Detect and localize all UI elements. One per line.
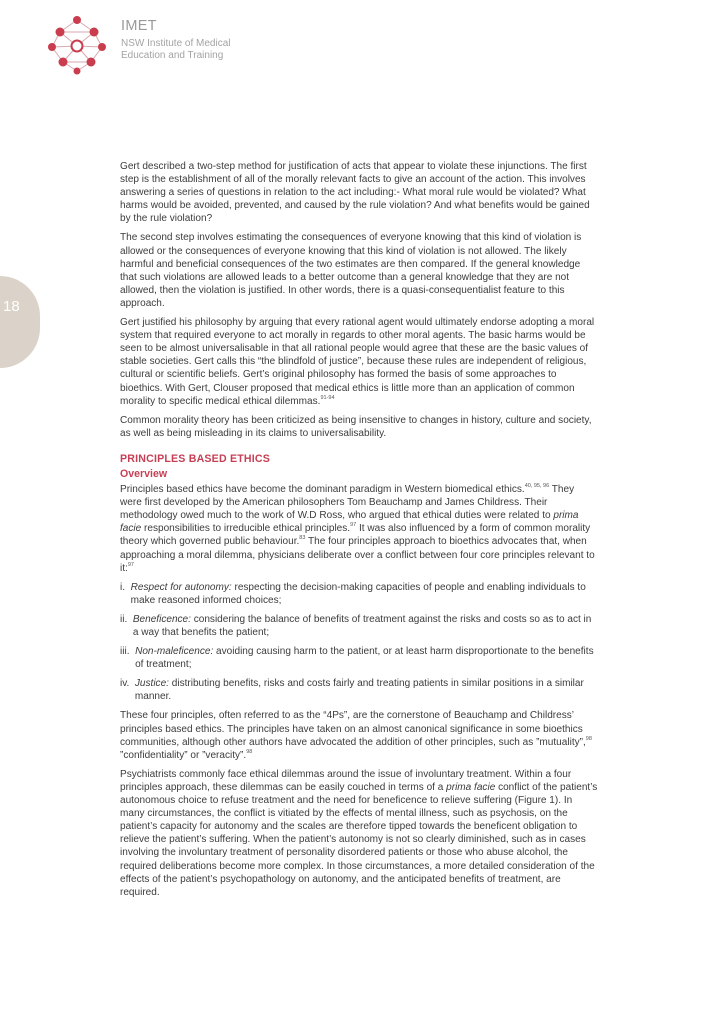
reference-superscript: 98 [246,748,253,755]
list-marker: ii. [120,613,133,625]
subheading-overview: Overview [120,467,168,480]
paragraph-criticism: Common morality theory has been criticized as being insensitive to changes in history, culture and society, as well as being misleading in its claims to universalisability. [120,414,592,439]
principle-description: distributing benefits, risks and costs fairly and treating patients in similar positions in a similar manner. [134,678,584,703]
paragraph-second-step: The second step involves estimating the consequences of everyone knowing that this kind of violation is allowed or the consequences of everyone knowing that this kind of violation is not allowed. The likely harmful and beneficial consequences of the two estimates are then compared. If the general knowledge that such violations are allowed leads to a better outcome than a general knowledge that they are not allowed, then the violation is justified. In other words, there is a quasi-consequentialist feature to this approach. [120,232,582,309]
principle-description: avoiding causing harm to the patient, or at least harm disproportionate to the benefits of treatment; [135,646,594,671]
page-number-tab [0,276,40,368]
reference-superscript: 97 [350,522,357,529]
org-header [121,18,231,62]
list-marker: iii. [120,646,136,658]
list-item [120,613,598,639]
principle-description: respecting the decision-making capacities of people and enabling individuals to make reasoned informed choices; [130,581,586,606]
section-heading: PRINCIPLES BASED ETHICS [120,452,270,465]
principles-list [120,581,598,704]
reference-superscript: 91-94 [320,394,335,401]
page-number: 18 [3,298,20,315]
reference-superscript: 97 [127,561,134,568]
paragraph-principles-intro: Principles based ethics have become the dominant paradigm in Western biomedical ethics.$^{40, 95, 96}$ They were first developed by the American philosophers Tom Beauchamp and James Childress. Their methodology owed much to the work of W.D Ross, who argued that ethical duties were related to prima facie responsibilities to irreducible ethical principles.$^{97}$ It was also influenced by a form of common morality theory which governed public behaviour.$^{83}$ The four principles approach to bioethics advocates that, when approaching a moral dilemma, physicians deliberate over a conflict between four core principles relevant to it:$^{97}$ [120,483,595,574]
paragraph-psychiatrists: Psychiatrists commonly face ethical dilemmas around the issue of involuntary treatment. Within a four principles approach, these dilemmas can be easily couched in terms of a prima facie conflict of the patient’s autonomous choice to refuse treatment and the need for beneficence to relieve suffering (Figure 1). In many circumstances, the conflict is vitiated by the effects of mental illness, such as psychosis, on the patient’s capacity for autonomy and the scales are therefore tipped towards the beneficent obligation to relieve the patient’s suffering. When the patient’s autonomy is not so clearly diminished, such as in cases involving the involuntary treatment of personality disordered patients or those who abuse alcohol, the required deliberations become more complex. In those circumstances, a more detailed consideration of the effects of the patient’s psychopathology on autonomy, and the anticipated benefits of treatment, are required. [120,768,598,898]
principle-description: considering the balance of benefits of treatment against the risks and costs so as to act in a way that benefits the patient; [132,613,592,638]
reference-superscript: 83 [299,535,306,542]
org-acronym: IMET [121,18,157,34]
list-marker: i. [120,581,131,593]
paragraph-gert-justified: Gert justified his philosophy by arguing that every rational agent would ultimately endorse adopting a moral system that required everyone to act morally in regards to other moral agents. The basic harms would be seen to be almost universalisable in that all rational people would agree that these are the basic values of stable societies. Gert calls this “the blindfold of justice”, because these rules are independent of religious, cultural or scientific beliefs. Gert’s original philosophy has formed the basis of some approaches to bioethics. With Gert, Clouser proposed that medical ethics is little more than an application of common morality to specific medical ethical dilemmas.$^{91-94}$ [120,317,595,407]
paragraph-four-ps: These four principles, often referred to as the “4Ps”, are the cornerstone of Beauchamp and Childress’ principles based ethics. The principles have taken on an almost canonical significance in some bioethics communities, although other authors have advocated the addition of other principles, such as ”mutuality”,$^{98}$ ”confidentiality” or ”veracity”.$^{98}$ [120,710,592,761]
list-item [120,581,598,607]
org-name: NSW Institute of Medical Education and Training [121,38,231,61]
principle-term: Respect for autonomy: [130,581,232,593]
list-item [120,677,598,703]
principle-term: Non-maleficence: [135,646,214,658]
principle-term: Justice: [134,678,169,690]
imet-logo-icon [46,14,108,76]
list-marker: iv. [120,678,135,690]
list-item [120,645,598,671]
page-content [120,160,598,905]
principle-term: Beneficence: [132,613,191,625]
paragraph-gert-method: Gert described a two-step method for justification of acts that appear to violate these injunctions. The first step is the establishment of all of the morally relevant facts to give an account of the action. This involves answering a series of questions in relation to the act including:- What moral rule would be violated? What harms would be avoided, prevented, and caused by the rule violation? And what benefits would be gained by the rule violation? [120,161,590,225]
reference-superscript: 40, 95, 96 [524,483,550,490]
reference-superscript: 98 [585,735,592,742]
